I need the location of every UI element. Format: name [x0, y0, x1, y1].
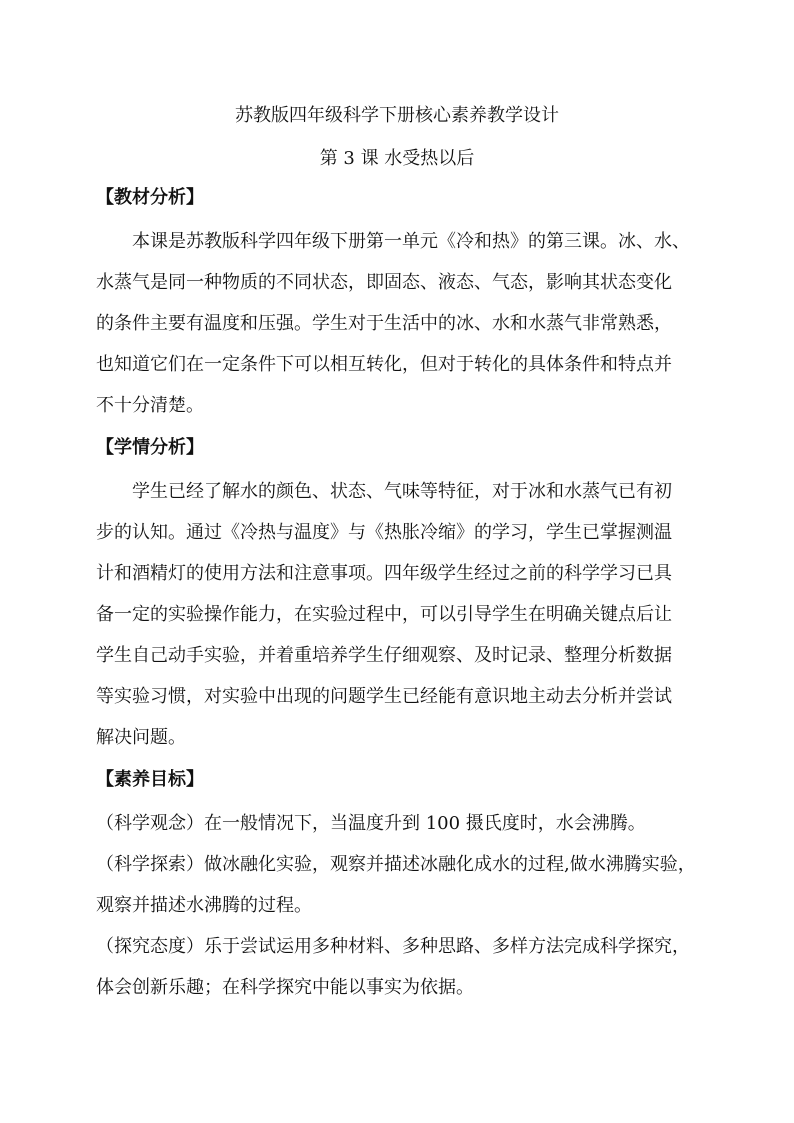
goal-line: （科学观念）在一般情况下，当温度升到 100 摄氏度时，水会沸腾。	[96, 813, 646, 834]
goal-line: （科学探索）做冰融化实验，观察并描述冰融化成水的过程,做水沸腾实验，	[96, 854, 696, 875]
paragraph-line: 计和酒精灯的使用方法和注意事项。四年级学生经过之前的科学学习已具	[96, 563, 672, 584]
goal-line: 体会创新乐趣；在科学探究中能以事实为依据。	[96, 977, 474, 998]
goal-line: （探究态度）乐于尝试运用多种材料、多种思路、多样方法完成科学探究，	[96, 936, 690, 957]
paragraph-line: 学生已经了解水的颜色、状态、气味等特征，对于冰和水蒸气已有初	[132, 481, 672, 502]
paragraph-line: 等实验习惯，对实验中出现的问题学生已经能有意识地主动去分析并尝试	[96, 686, 672, 707]
paragraph-line: 解决问题。	[96, 727, 186, 748]
lesson-subtitle: 第 3 课 水受热以后	[319, 148, 475, 169]
section-heading-student-analysis: 【学情分析】	[96, 437, 204, 458]
paragraph-line: 也知道它们在一定条件下可以相互转化，但对于转化的具体条件和特点并	[96, 354, 672, 375]
goal-line: 观察并描述水沸腾的过程。	[96, 895, 312, 916]
section-heading-textbook-analysis: 【教材分析】	[96, 187, 204, 208]
paragraph-line: 步的认知。通过《冷热与温度》与《热胀冷缩》的学习，学生已掌握测温	[96, 522, 672, 543]
paragraph-line: 不十分清楚。	[96, 395, 204, 416]
paragraph-line: 本课是苏教版科学四年级下册第一单元《冷和热》的第三课。冰、水、	[132, 231, 690, 252]
paragraph-line: 的条件主要有温度和压强。学生对于生活中的冰、水和水蒸气非常熟悉，	[96, 313, 672, 334]
paragraph-line: 学生自己动手实验，并着重培养学生仔细观察、及时记录、整理分析数据	[96, 645, 672, 666]
paragraph-line: 备一定的实验操作能力，在实验过程中，可以引导学生在明确关键点后让	[96, 604, 672, 625]
section-heading-literacy-goals: 【素养目标】	[96, 769, 204, 790]
document-title: 苏教版四年级科学下册核心素养教学设计	[235, 105, 559, 126]
paragraph-line: 水蒸气是同一种物质的不同状态，即固态、液态、气态，影响其状态变化	[96, 272, 672, 293]
